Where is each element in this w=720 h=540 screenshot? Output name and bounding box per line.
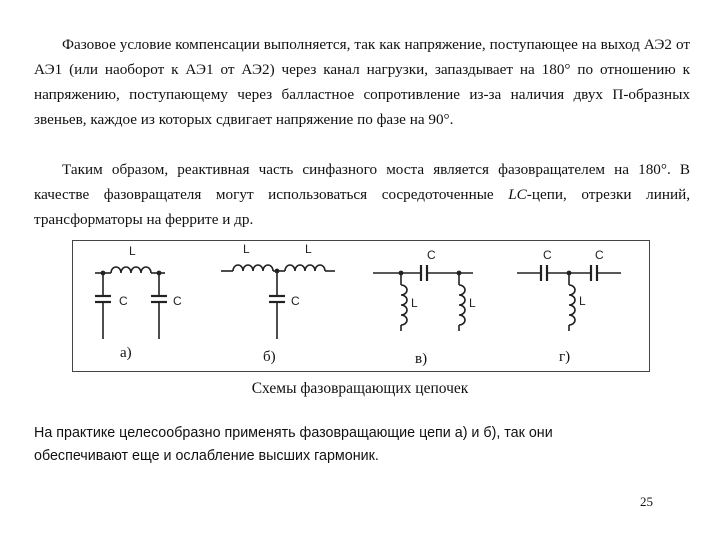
sub-label-v: в) <box>415 351 428 367</box>
figure-caption: Схемы фазовращающих цепочек <box>251 380 469 397</box>
circuit-b <box>221 265 335 339</box>
label-L-g: L <box>579 294 586 308</box>
phase-shifter-figure <box>72 240 650 372</box>
paragraph-2 <box>34 157 690 232</box>
sub-label-g: г) <box>559 349 571 365</box>
sub-label-a: а) <box>120 345 132 361</box>
label-C-a2: C <box>173 294 182 308</box>
label-L-b2: L <box>305 242 312 256</box>
label-L-v1: L <box>411 296 418 310</box>
page-number: 25 <box>640 494 653 509</box>
paragraph-1: Фазовое условие компенсации выполняется, так как напряжение, поступающее на выход АЭ2 от АЭ1 (или наоборот к АЭ1 от АЭ2) через канал нагрузки, запаздывает на 180° по отношению к напряжению, поступающему через балластное сопротивление из-за наличия двух П-образных звеньев, каждое из которых сдвигает напряжение по фазе на 90°. <box>34 36 690 128</box>
inductor-v2 <box>459 285 465 325</box>
label-L-b1: L <box>243 242 250 256</box>
sub-label-b: б) <box>263 349 276 365</box>
paragraph-2-start: Таким образом, реактивная часть синфазного моста является фазовращателем на 180°. В качестве фазовращателя могут использоваться сосредоточенные <box>34 161 690 203</box>
label-C-b: C <box>291 294 300 308</box>
label-L-a: L <box>129 244 136 258</box>
label-C-a1: C <box>119 294 128 308</box>
paragraph-2-end: -цепи, отрезки линий, трансформаторы на феррите и др. <box>34 186 690 228</box>
label-C-g2: C <box>595 248 604 262</box>
label-C-v: C <box>427 248 436 262</box>
paragraph-3: На практике целесообразно применять фазовращающие цепи а) и б), так они обеспечивают еще и ослабление высших гармоник. <box>34 425 553 464</box>
inductor-v1 <box>401 285 407 325</box>
label-C-g1: C <box>543 248 552 262</box>
circuit-a <box>95 267 167 339</box>
paragraph-2-lc: LC <box>508 186 527 203</box>
inductor-g <box>569 285 575 325</box>
inductor-b1 <box>233 265 273 271</box>
label-L-v2: L <box>469 296 476 310</box>
inductor-b2 <box>285 265 325 271</box>
inductor-a <box>111 267 151 273</box>
